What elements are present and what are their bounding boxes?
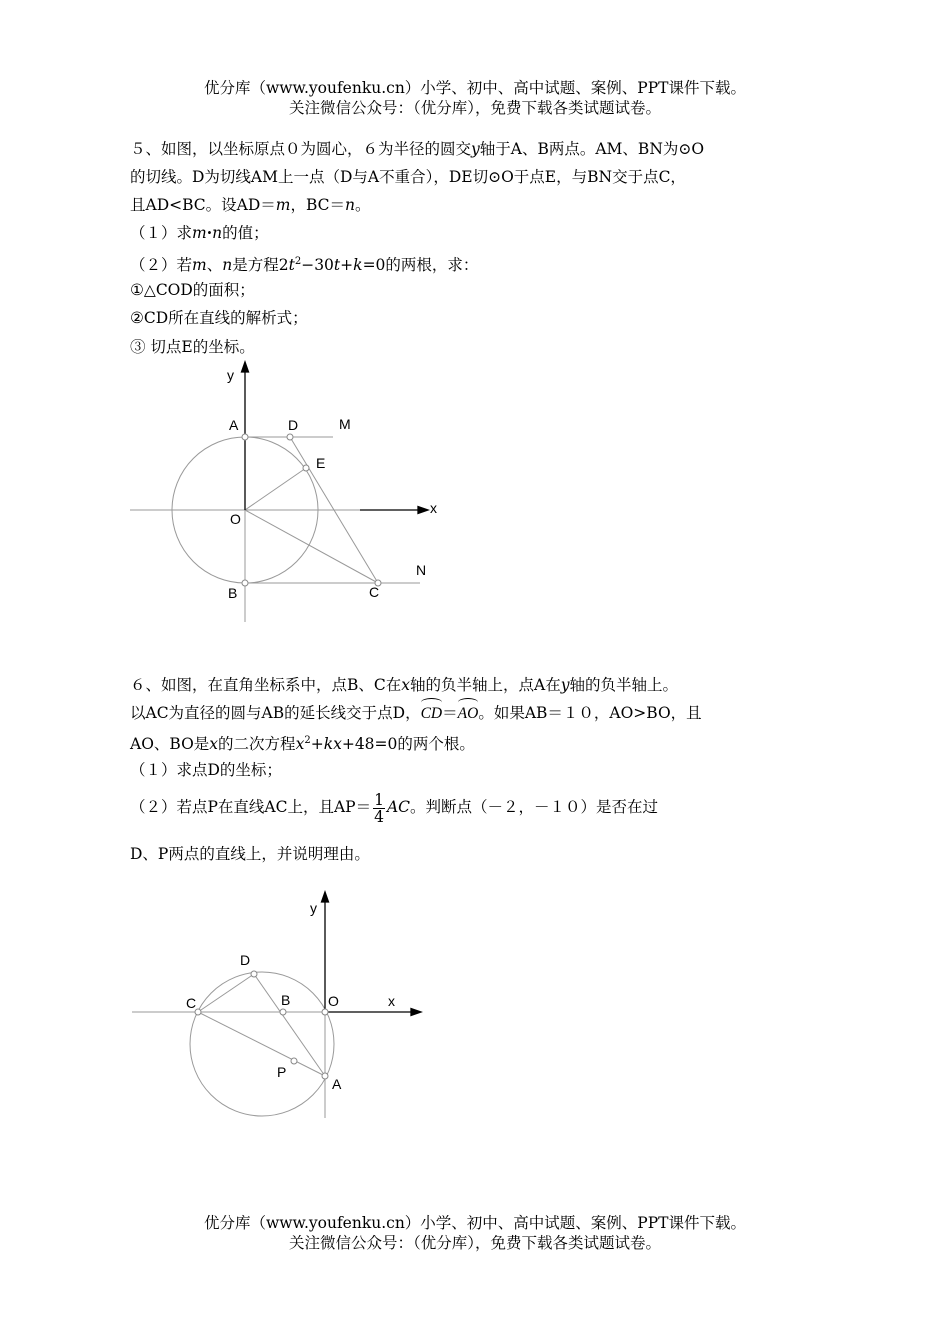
- p5-line-3: 且AD<BC。设AD＝m，BC＝n。: [130, 196, 371, 214]
- fraction-one-quarter: $\frac{1}{4}$: [374, 790, 384, 826]
- label-p: P: [277, 1064, 287, 1080]
- arc-ao: AO: [458, 703, 479, 725]
- point-d: [287, 434, 293, 440]
- point-b: [280, 1009, 286, 1015]
- p5-line-2: 的切线。D为切线AM上一点（D与A不重合），DE切⊙O于点E，与BN交于点C，: [130, 168, 686, 186]
- figure-6: [0, 870, 950, 1130]
- label-d: D: [288, 417, 299, 433]
- label-m: M: [339, 416, 351, 432]
- label-o: O: [230, 511, 241, 527]
- x-arrow-head: [418, 507, 428, 514]
- p6-question-1: （１）求点D的坐标；: [130, 761, 282, 779]
- header-line-2: 关注微信公众号：（优分库），免费下载各类试题试卷。: [288, 99, 661, 117]
- point-b: [242, 580, 248, 586]
- label-a: A: [229, 417, 239, 433]
- label-a: A: [332, 1076, 342, 1092]
- label-x: x: [430, 500, 437, 516]
- p5-question-2: （２）若m、n是方程$2t^2-30t+k=0$的两根，求：: [130, 256, 479, 275]
- label-b: B: [281, 992, 291, 1008]
- p6-line-3: AO、BO是x的二次方程$x^2+kx+48=0$的两个根。: [130, 735, 475, 754]
- label-b: B: [228, 585, 238, 601]
- label-y: y: [227, 367, 234, 383]
- y-arrow-head: [242, 362, 249, 372]
- footer-line-2: 关注微信公众号：（优分库），免费下载各类试题试卷。: [288, 1234, 661, 1252]
- p6-line-1: ６、如图，在直角坐标系中，点B、C在x轴的负半轴上，点A在y轴的负半轴上。: [130, 676, 678, 694]
- point-a: [242, 434, 248, 440]
- p6-line-2: 以AC为直径的圆与AB的延长线交于点D，CD＝AO。如果AB＝１０，AO>BO，且: [130, 702, 702, 725]
- x-arrow-head: [411, 1009, 421, 1016]
- segment-ad: [254, 974, 325, 1076]
- point-d: [251, 971, 257, 977]
- segment-ac: [198, 1012, 325, 1076]
- p6-question-2: （２）若点P在直线AC上，且AP＝ $\frac{1}{4}$ AC。判断点（－２，－１０）是否在过: [130, 790, 659, 826]
- p5-line-1: ５、如图，以坐标原点０为圆心，６为半径的圆交y轴于A、B两点。AM、BN为⊙O: [130, 140, 705, 158]
- segment-oe: [245, 468, 306, 510]
- point-p: [291, 1058, 297, 1064]
- p6-question-2-cont: D、P两点的直线上，并说明理由。: [130, 845, 370, 863]
- y-arrow-head: [322, 892, 329, 902]
- p5-sub-3: ③ 切点E的坐标。: [130, 338, 255, 356]
- label-d: D: [240, 952, 251, 968]
- point-o: [322, 1009, 328, 1015]
- p5-sub-1: ①△COD的面积；: [130, 281, 255, 299]
- label-e: E: [316, 455, 326, 471]
- label-y: y: [310, 900, 317, 916]
- p5-question-1: （１）求m·n的值；: [130, 223, 269, 242]
- label-x: x: [388, 993, 395, 1009]
- footer-line-1: 优分库（www.youfenku.cn）小学、初中、高中试题、案例、PPT课件下载。: [203, 1214, 747, 1232]
- segment-oc: [245, 510, 378, 583]
- label-c: C: [186, 995, 197, 1011]
- page-footer: [0, 1213, 950, 1253]
- segment-cd: [198, 974, 254, 1012]
- arc-cd: CD: [421, 703, 443, 725]
- figure-5: [0, 0, 950, 650]
- header-line-1: 优分库（www.youfenku.cn）小学、初中、高中试题、案例、PPT课件下载。: [203, 79, 747, 97]
- point-a: [322, 1073, 328, 1079]
- point-e: [303, 465, 309, 471]
- label-n: N: [416, 562, 427, 578]
- p5-sub-2: ②CD所在直线的解析式；: [130, 309, 308, 327]
- label-c: C: [369, 584, 380, 600]
- label-o: O: [328, 993, 339, 1009]
